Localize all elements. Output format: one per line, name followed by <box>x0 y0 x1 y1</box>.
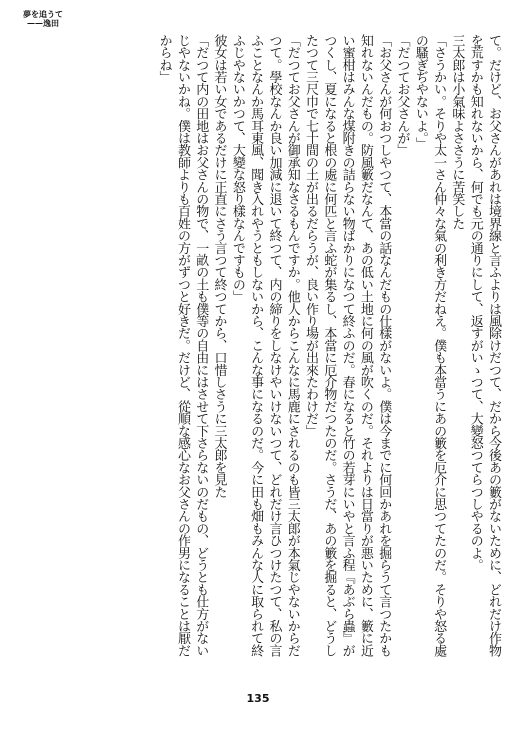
paragraph: 「だつてお父さんが」 <box>394 34 410 157</box>
paragraph: 彼女は若い女であるだけに正直にさう言つて終つてから、口惜しさうに三太郎を見た <box>211 34 227 498</box>
running-head-author: ——逸田 <box>27 17 59 28</box>
paragraph: 「だつて内の田地はお父さんの物で、一畝の土も僕等の自由にはさせて下さらないのだもの、どうとも仕方がないじやないかね。僕は教師よりも百姓の方がずつと好きだ。だけど、從順な感心なお父さんの作男になることは厭だからね」 <box>156 34 209 657</box>
body-text <box>126 34 502 666</box>
paragraph: 「お父さんが何おつしやつて、本當の話なんだもの仕樣がないよ。僕は今までに何回かあれを掘らうて言つたかも知れないんだもの。防風籔だなんて、あの低い土地に何の風が吹くのだ。それよりは日當りが悪いために、籔に近い蜜柑はみんな煤附きの詰らない物ばかりになつて終ふのだ。春になると竹の若芽にいやと言ふ程『あぶら蟲』がつくし、夏になると根の處に何匹と言ふ蛇が集るし、本當に厄介物だつたのだ。さうだ、あの籔を掘ると、どうしたつて三尺巾で七十間の土が出るだらうが、良い作り場が出來たわけだ」 <box>303 34 392 657</box>
paragraph: 「さうかい。そりや太一さん仲々な氣の利き方だねえ。僕も本當うにあの籔を厄介に思つてたのだ。そりや怒る處の騷ぎぢやないよ。」 <box>412 34 447 657</box>
running-head <box>18 10 68 34</box>
page-number: 135 <box>246 692 270 705</box>
paragraph: 「だつてお父さんが御承知なさるもんですか。他人からこんなに馬鹿にされるのも皆三太郎が本氣じやないからだつて。學校なんか良い加減に退いて終つて、内の締りをしなけやいけないつて、どれだけ言ひつけたつて、私の言ふことなんか馬耳東風、聞き入れやうともしないから、こんな事になるのだ。今に田も畑もみんな人に取られて終ふじやないかつて、大變な怒り樣なんですもの」 <box>229 34 300 657</box>
paragraph: 三太郎は小氣味よささうに苦笑した <box>449 34 465 230</box>
running-head-title: 夢を追うて <box>23 9 63 19</box>
paragraph: て。だけど、お父さんがあれは境界線と言ふよりは風除けだつて、だから今後あの籔がないために、どれだけ作物を荒すかも知れないから、何でも元の通りにして、返すがいゝつて、大變怒つてらつしやるのよ。 <box>467 34 501 657</box>
